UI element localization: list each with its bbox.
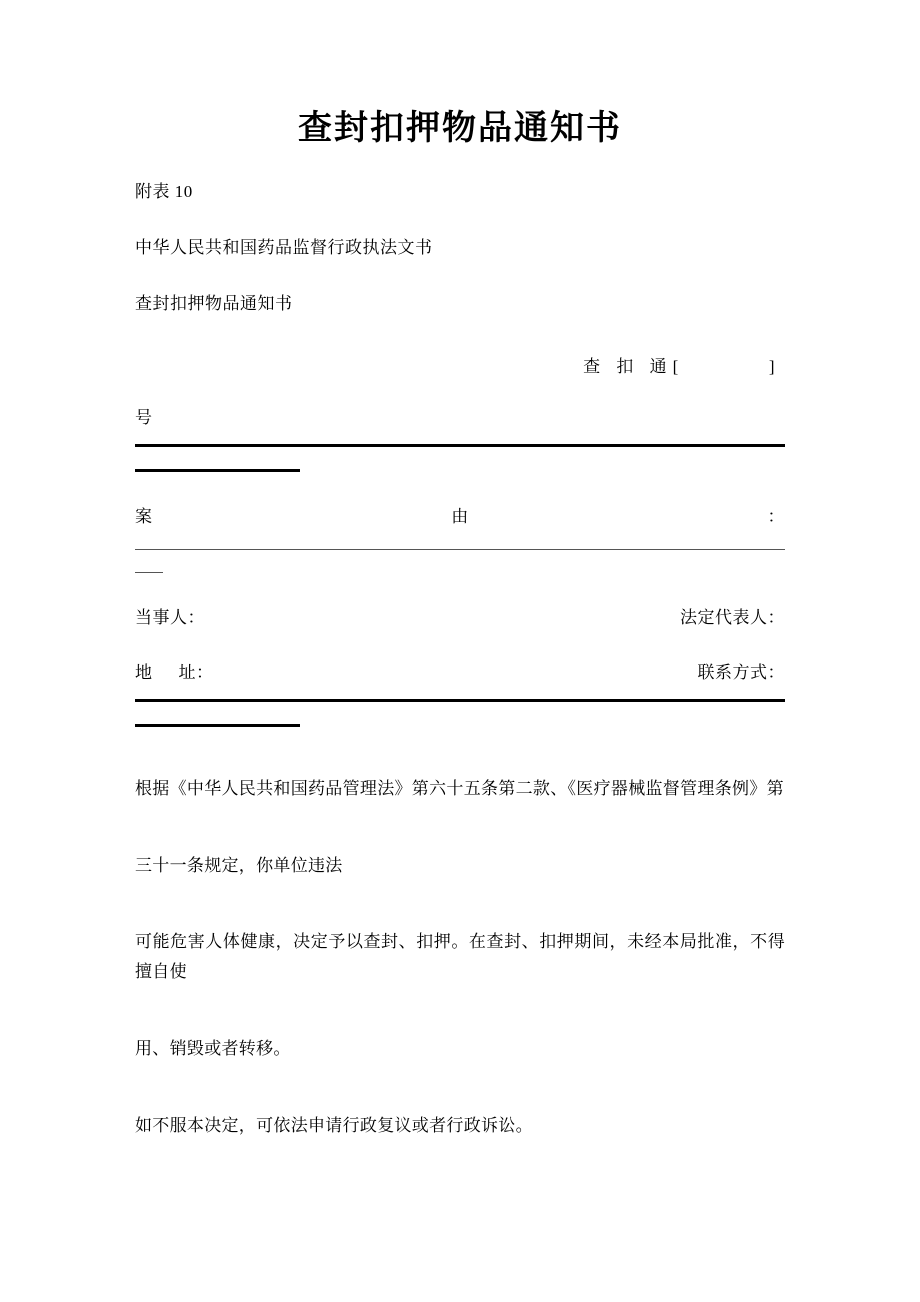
party-label: 当事人： (135, 607, 205, 627)
divider-heavy-2b (135, 724, 300, 727)
doc-number-bracket-close: ] (768, 356, 775, 376)
paragraph-legal-basis: 根据《中华人民共和国药品管理法》第六十五条第二款、《医疗器械监督管理条例》第 (135, 778, 784, 798)
contact-label: 联系方式： (697, 662, 785, 682)
address-label: 地 址： (135, 662, 214, 682)
case-reason-label: 案 (135, 506, 153, 526)
paragraph-violation: 三十一条规定，你单位违法 (135, 855, 343, 875)
case-reason-row (135, 472, 785, 527)
address-row (135, 628, 785, 683)
case-reason-mid: 由 (451, 506, 469, 526)
legal-rep-label: 法定代表人： (680, 607, 785, 627)
doc-number-row (135, 318, 785, 377)
divider-heavy-2 (135, 699, 785, 702)
divider-thin-1 (135, 549, 785, 550)
form-name: 查封扣押物品通知书 (135, 294, 293, 314)
case-reason-colon: ： (767, 506, 785, 526)
attachment-label: 附表 10 (135, 181, 193, 201)
divider-heavy-1 (135, 444, 785, 447)
party-row (135, 573, 785, 628)
page-title: 查封扣押物品通知书 (298, 109, 622, 147)
paragraph-prohibition: 用、销毁或者转移。 (135, 1038, 291, 1058)
doc-number-prefix: 查 扣 通 (583, 356, 673, 376)
paragraph-appeal: 如不服本决定，可依法申请行政复议或者行政诉讼。 (135, 1115, 533, 1135)
paragraph-decision: 可能危害人体健康，决定予以查封、扣押。在查封、扣押期间，未经本局批准，不得擅自使 (135, 932, 785, 982)
issuer-line: 中华人民共和国药品监督行政执法文书 (135, 238, 433, 258)
doc-number-bracket-open: [ (672, 356, 679, 376)
doc-number-suffix: 号 (135, 407, 152, 427)
